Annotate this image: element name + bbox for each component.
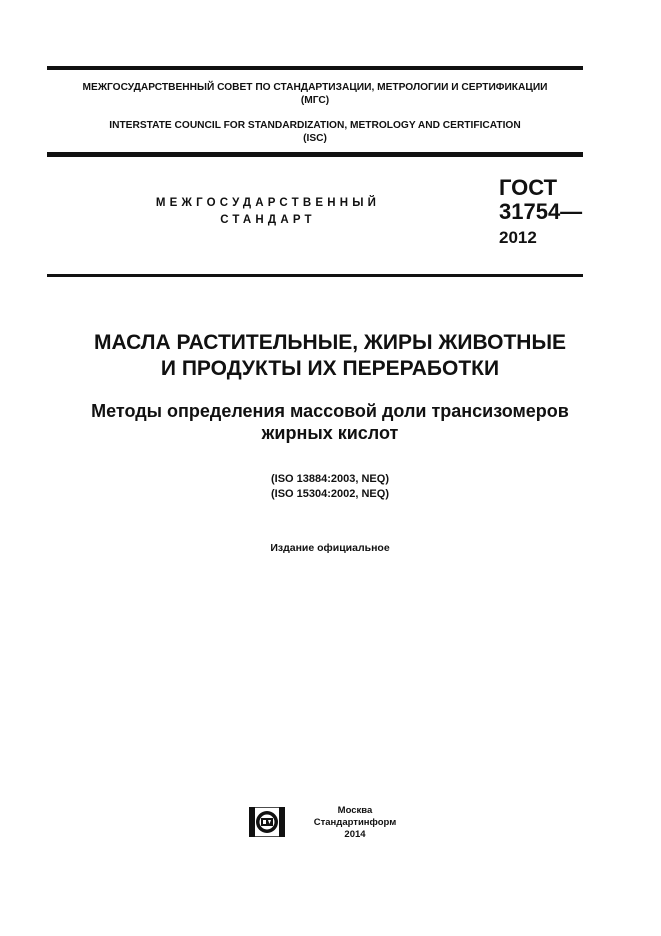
header-rule — [47, 152, 583, 157]
title-line2: И ПРОДУКТЫ ИХ ПЕРЕРАБОТКИ — [160, 357, 500, 380]
edition-note: Издание официальное — [270, 542, 390, 554]
standard-designation — [499, 176, 582, 224]
designation-prefix: ГОСТ — [499, 175, 558, 200]
title-line1: МАСЛА РАСТИТЕЛЬНЫЕ, ЖИРЫ ЖИВОТНЫЕ — [93, 331, 567, 354]
publisher-city: Москва — [337, 805, 373, 816]
designation-number: 31754— — [499, 199, 583, 224]
council-name-en — [47, 119, 583, 145]
iso-references — [200, 472, 460, 502]
top-rule — [47, 66, 583, 70]
publisher-name: Стандартинформ — [313, 817, 397, 828]
council-ru-line1: МЕЖГОСУДАРСТВЕННЫЙ СОВЕТ ПО СТАНДАРТИЗАЦИИ, МЕТРОЛОГИИ И СЕРТИФИКАЦИИ — [82, 82, 548, 93]
designation-rule — [47, 274, 583, 277]
standard-label-line1: МЕЖГОСУДАРСТВЕННЫЙ — [155, 197, 381, 209]
standartinform-logo-icon — [249, 807, 285, 837]
council-ru-abbr: (МГС) — [300, 95, 330, 106]
council-name-ru — [47, 81, 583, 107]
council-en-abbr: (ISC) — [303, 133, 327, 144]
iso-reference: (ISO 15304:2002, NEQ) — [270, 488, 389, 500]
standard-type-label — [128, 195, 408, 229]
subtitle-line2: жирных кислот — [261, 423, 399, 443]
standard-label-line2: СТАНДАРТ — [220, 214, 316, 226]
document-title — [30, 330, 630, 382]
subtitle-line1: Методы определения массовой доли трансизомеров — [91, 401, 569, 421]
publisher-year: 2014 — [344, 829, 366, 840]
iso-reference: (ISO 13884:2003, NEQ) — [270, 473, 389, 485]
council-en-line1: INTERSTATE COUNCIL FOR STANDARDIZATION, METROLOGY AND CERTIFICATION — [109, 120, 521, 131]
document-subtitle — [30, 400, 630, 444]
designation-year: 2012 — [499, 228, 537, 247]
publisher-imprint — [300, 805, 410, 841]
